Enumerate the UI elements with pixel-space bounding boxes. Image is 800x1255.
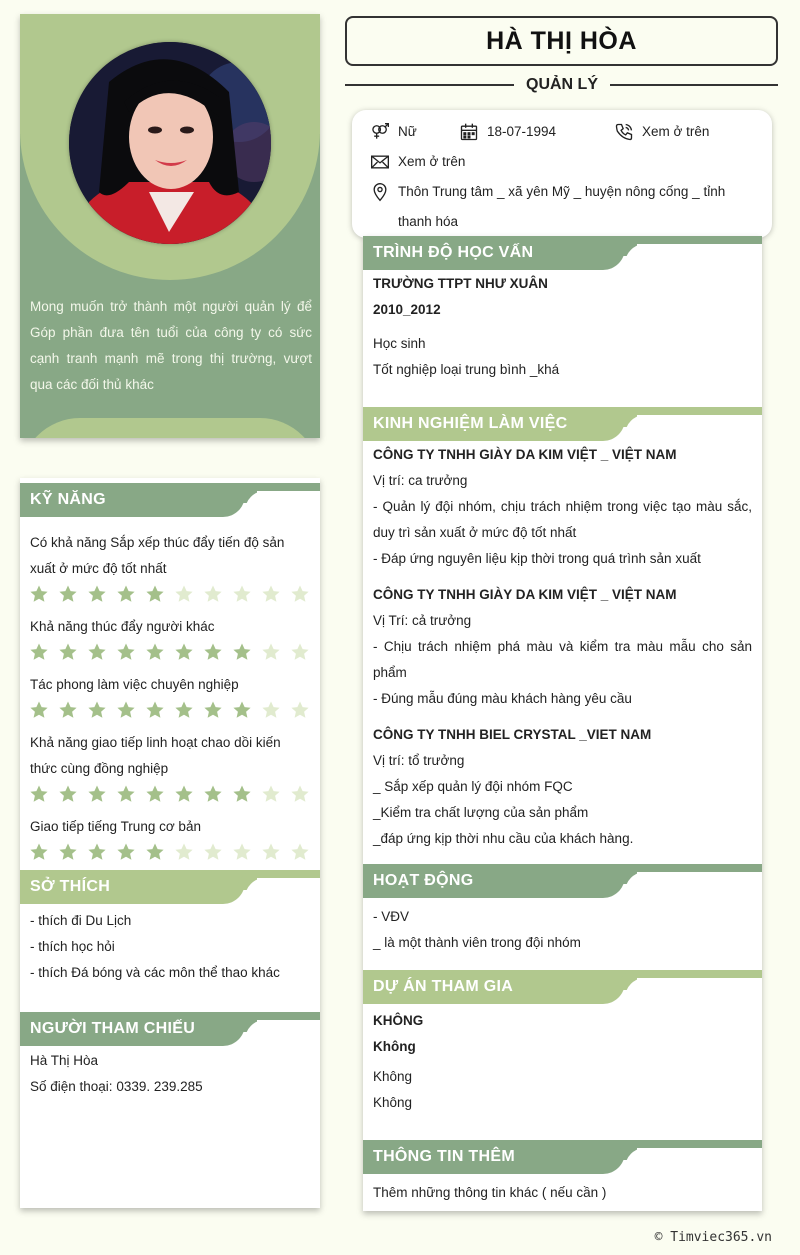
star-filled-icon <box>58 842 78 862</box>
star-empty-icon <box>290 842 310 862</box>
star-filled-icon <box>58 700 78 720</box>
star-filled-icon <box>87 700 107 720</box>
experience-title: KINH NGHIỆM LÀM VIỆC <box>373 415 568 432</box>
star-filled-icon <box>116 700 136 720</box>
extra-header <box>363 1140 762 1174</box>
experience-body <box>363 441 762 852</box>
career-objective: Mong muốn trở thành một người quản lý để Góp phần đưa tên tuổi của công ty có sức cạnh tranh mạnh mẽ trong thị trường, vượt qua các đối thủ khác <box>30 299 312 392</box>
skills-list <box>20 517 320 872</box>
activity-item: - VĐV <box>373 909 410 924</box>
gender-icon <box>370 122 390 142</box>
full-name: HÀ THỊ HÒA <box>486 27 637 55</box>
star-empty-icon <box>232 584 252 604</box>
job-role: Vị Trí: cả trưởng <box>373 613 472 628</box>
hobbies-list <box>20 904 320 986</box>
star-filled-icon <box>203 700 223 720</box>
name-box <box>345 16 778 66</box>
job-line: - Chịu trách nhiệm phá màu và kiểm tra màu mẫu cho sản phẩm <box>373 639 752 680</box>
star-filled-icon <box>174 784 194 804</box>
activities-body <box>363 898 762 956</box>
skill-rating <box>20 782 320 814</box>
star-filled-icon <box>232 642 252 662</box>
star-empty-icon <box>174 584 194 604</box>
job-position: QUẢN LÝ <box>514 74 610 96</box>
school-name: TRƯỜNG TTPT NHƯ XUÂN <box>373 276 548 291</box>
job-role: Vị trí: tổ trưởng <box>373 753 465 768</box>
address-value: Thôn Trung tâm _ xã yên Mỹ _ huyện nông cống _ tỉnh thanh hóa <box>398 184 726 229</box>
star-filled-icon <box>145 642 165 662</box>
footer-credit: © Timviec365.vn <box>654 1230 772 1245</box>
star-empty-icon <box>290 700 310 720</box>
star-empty-icon <box>232 842 252 862</box>
skill-name: Giao tiếp tiếng Trung cơ bản <box>30 819 201 834</box>
extra-title: THÔNG TIN THÊM <box>373 1148 515 1165</box>
project-line: Không <box>373 1095 413 1110</box>
star-empty-icon <box>261 584 281 604</box>
star-filled-icon <box>87 642 107 662</box>
references-title: NGƯỜI THAM CHIẾU <box>30 1020 196 1037</box>
star-filled-icon <box>58 784 78 804</box>
star-filled-icon <box>116 842 136 862</box>
skill-rating <box>20 698 320 730</box>
star-filled-icon <box>174 700 194 720</box>
hobby-item: - thích học hỏi <box>30 939 115 954</box>
star-filled-icon <box>87 784 107 804</box>
job-line: - Quản lý đội nhóm, chịu trách nhiệm trong việc tạo màu sắc, duy trì sản xuất ở mức độ tốt nhất <box>373 499 752 540</box>
job-company: CÔNG TY TNHH GIÀY DA KIM VIỆT _ VIỆT NAM <box>373 447 677 462</box>
star-empty-icon <box>290 784 310 804</box>
references-header <box>20 1012 320 1046</box>
star-empty-icon <box>261 642 281 662</box>
email-value: Xem ở trên <box>398 154 466 169</box>
phone-icon <box>614 122 634 142</box>
references-body <box>20 1046 320 1100</box>
project-role: Không <box>373 1039 416 1054</box>
star-filled-icon <box>145 700 165 720</box>
star-filled-icon <box>232 784 252 804</box>
star-filled-icon <box>87 842 107 862</box>
star-filled-icon <box>145 584 165 604</box>
school-period: 2010_2012 <box>373 302 441 317</box>
phone-value: Xem ở trên <box>642 124 710 139</box>
star-filled-icon <box>29 700 49 720</box>
star-filled-icon <box>203 642 223 662</box>
right-panel <box>363 236 762 1211</box>
experience-header <box>363 407 762 441</box>
star-empty-icon <box>261 842 281 862</box>
activities-title: HOẠT ĐỘNG <box>373 872 474 889</box>
birthday-value: 18-07-1994 <box>487 124 557 139</box>
skill-name: Có khả năng Sắp xếp thúc đẩy tiến độ sản xuất ở mức độ tốt nhất <box>30 535 285 576</box>
job-line: - Đúng mẫu đúng màu khách hàng yêu cầu <box>373 691 632 706</box>
profile-foot-arc <box>20 418 320 438</box>
job-role: Vị trí: ca trưởng <box>373 473 468 488</box>
star-empty-icon <box>203 842 223 862</box>
star-filled-icon <box>203 784 223 804</box>
education-body <box>363 270 762 383</box>
project-name: KHÔNG <box>373 1013 424 1028</box>
school-result: Tốt nghiệp loại trung bình _khá <box>373 362 560 377</box>
education-header <box>363 236 762 270</box>
star-filled-icon <box>145 842 165 862</box>
skill-rating <box>20 582 320 614</box>
star-filled-icon <box>29 784 49 804</box>
contact-address <box>370 177 750 237</box>
projects-header <box>363 970 762 1004</box>
contact-email <box>370 147 465 177</box>
star-filled-icon <box>29 584 49 604</box>
job-line: - Đáp ứng nguyên liệu kịp thời trong quá trình sản xuất <box>373 551 701 566</box>
star-filled-icon <box>116 784 136 804</box>
skills-header <box>20 483 320 517</box>
profile-card <box>20 14 320 438</box>
extra-body <box>363 1174 762 1206</box>
gender-value: Nữ <box>398 124 417 139</box>
contact-box <box>352 110 772 238</box>
job-line: _Kiểm tra chất lượng của sản phẩm <box>373 805 589 820</box>
star-filled-icon <box>29 642 49 662</box>
contact-birthday <box>459 117 556 147</box>
job-line: _ Sắp xếp quản lý đội nhóm FQC <box>373 779 573 794</box>
skills-title: KỸ NĂNG <box>30 491 106 508</box>
contact-phone <box>614 117 709 147</box>
star-filled-icon <box>58 584 78 604</box>
calendar-icon <box>459 122 479 142</box>
avatar <box>69 42 271 244</box>
job-line: _đáp ứng kịp thời nhu cầu của khách hàng. <box>373 831 634 846</box>
hobby-item: - thích Đá bóng và các môn thể thao khác <box>30 965 280 980</box>
skill-rating <box>20 840 320 872</box>
location-icon <box>370 182 390 202</box>
skill-name: Khả năng thúc đẩy người khác <box>30 619 215 634</box>
star-filled-icon <box>58 642 78 662</box>
reference-name: Hà Thị Hòa <box>30 1053 99 1068</box>
projects-title: DỰ ÁN THAM GIA <box>373 978 514 995</box>
hobbies-header <box>20 870 320 904</box>
project-line: Không <box>373 1069 413 1084</box>
hobby-item: - thích đi Du Lịch <box>30 913 132 928</box>
star-empty-icon <box>174 842 194 862</box>
star-filled-icon <box>232 700 252 720</box>
star-empty-icon <box>290 584 310 604</box>
job-company: CÔNG TY TNHH BIEL CRYSTAL _VIET NAM <box>373 727 652 742</box>
email-icon <box>370 152 390 172</box>
skill-rating <box>20 640 320 672</box>
star-filled-icon <box>116 642 136 662</box>
star-empty-icon <box>290 642 310 662</box>
star-filled-icon <box>174 642 194 662</box>
star-filled-icon <box>116 584 136 604</box>
school-major: Học sinh <box>373 336 426 351</box>
hobbies-title: SỞ THÍCH <box>30 878 111 895</box>
activity-item: _ là một thành viên trong đội nhóm <box>373 935 581 950</box>
star-filled-icon <box>87 584 107 604</box>
projects-body <box>363 1004 762 1116</box>
star-empty-icon <box>261 784 281 804</box>
star-filled-icon <box>145 784 165 804</box>
left-panel <box>20 478 320 1208</box>
education-title: TRÌNH ĐỘ HỌC VẤN <box>373 244 534 261</box>
extra-text: Thêm những thông tin khác ( nếu cần ) <box>373 1185 607 1200</box>
job-company: CÔNG TY TNHH GIÀY DA KIM VIỆT _ VIỆT NAM <box>373 587 677 602</box>
skill-name: Khả năng giao tiếp linh hoạt chao dồi kiến thức cùng đồng nghiệp <box>30 735 281 776</box>
reference-phone: Số điện thoại: 0339. 239.285 <box>30 1079 203 1094</box>
contact-gender <box>370 117 417 147</box>
skill-name: Tác phong làm việc chuyên nghiệp <box>30 677 239 692</box>
star-empty-icon <box>261 700 281 720</box>
star-filled-icon <box>29 842 49 862</box>
activities-header <box>363 864 762 898</box>
star-empty-icon <box>203 584 223 604</box>
